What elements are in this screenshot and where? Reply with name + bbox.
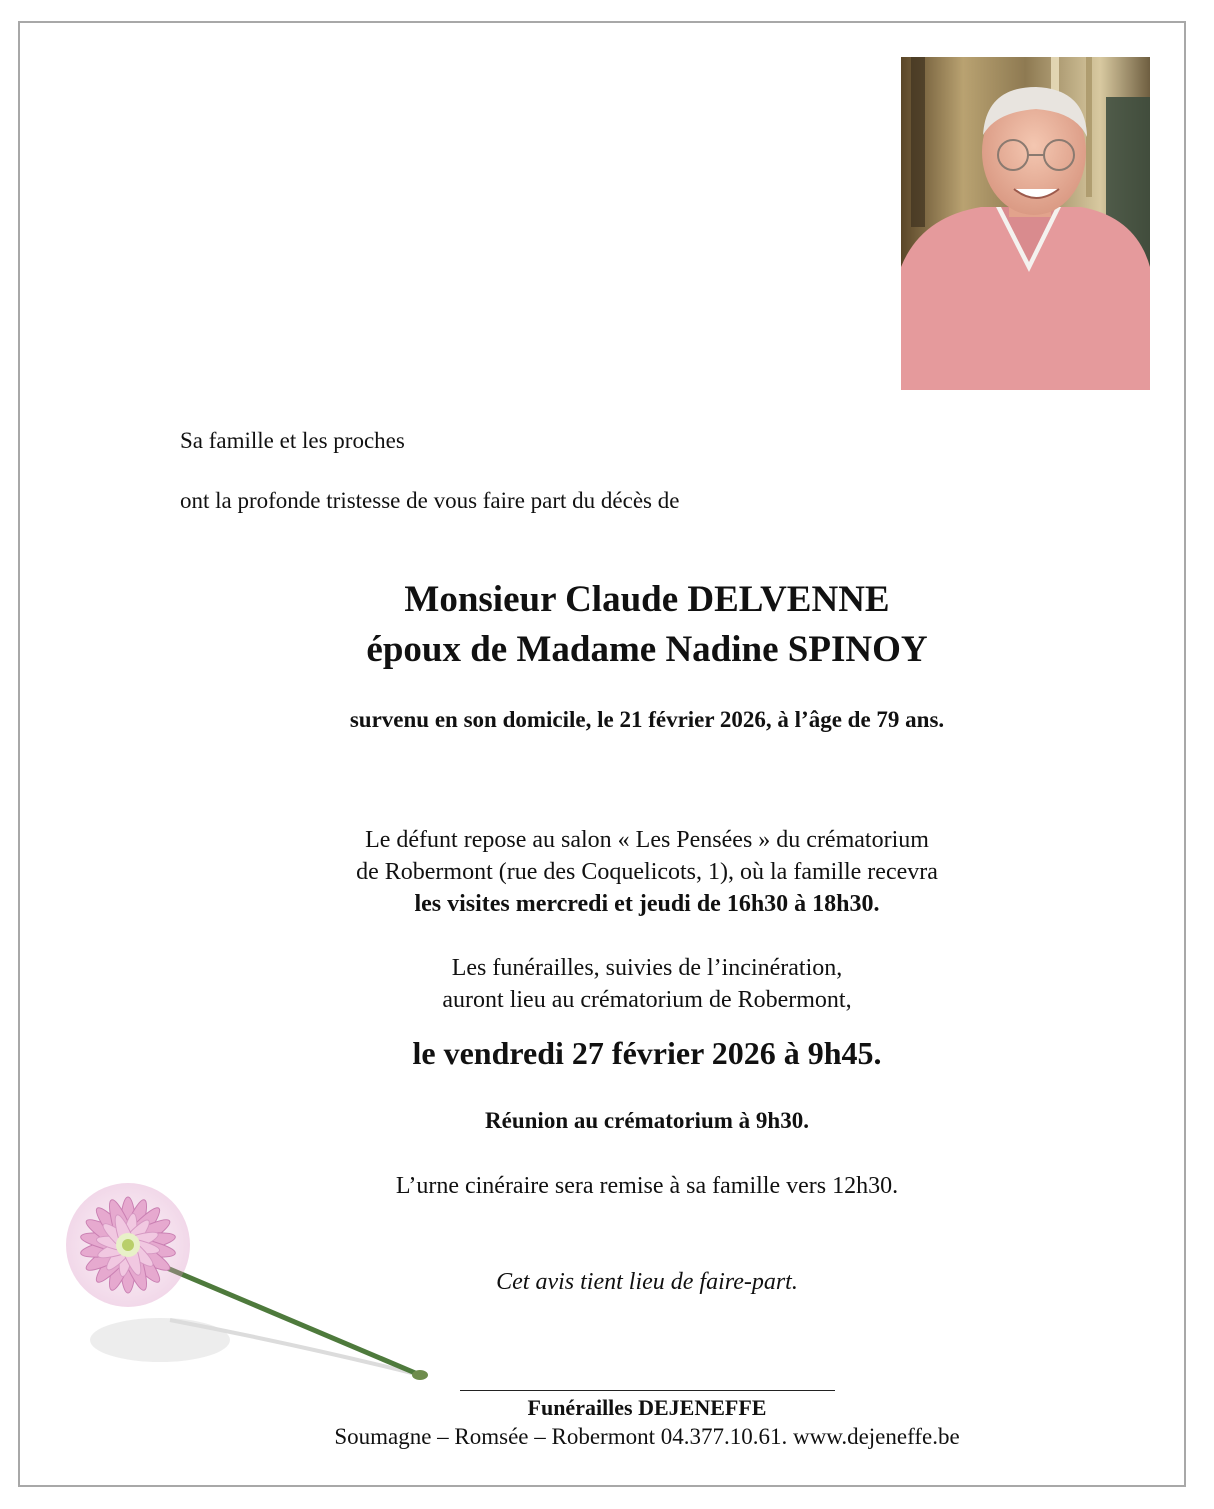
footer-divider — [460, 1390, 835, 1391]
visits-line-3: les visites mercredi et jeudi de 16h30 à 18h30. — [414, 891, 880, 917]
flower-illustration — [50, 1170, 440, 1410]
visits-line-2: de Robermont (rue des Coquelicots, 1), où la famille recevra — [356, 859, 938, 885]
funeral-date: le vendredi 27 février 2026 à 9h45. — [412, 1035, 882, 1071]
funeral-line-2: auront lieu au crématorium de Robermont, — [442, 987, 852, 1013]
intro-line-1: Sa famille et les proches — [180, 428, 405, 453]
portrait-photo — [901, 57, 1150, 390]
death-info: survenu en son domicile, le 21 février 2026, à l’âge de 79 ans. — [349, 707, 945, 732]
spouse-name: époux de Madame Nadine SPINOY — [366, 629, 928, 670]
funeral-company: Funérailles DEJENEFFE — [527, 1395, 767, 1420]
urn-info: L’urne cinéraire sera remise à sa famille vers 12h30. — [395, 1173, 899, 1199]
intro-line-2: ont la profonde tristesse de vous faire part du décès de — [180, 488, 680, 513]
visits-line-1: Le défunt repose au salon « Les Pensées » du crématorium — [365, 827, 929, 853]
meeting-info: Réunion au crématorium à 9h30. — [485, 1108, 809, 1133]
notice-text: Cet avis tient lieu de faire-part. — [496, 1269, 798, 1295]
company-contact: Soumagne – Romsée – Robermont 04.377.10.61. www.dejeneffe.be — [334, 1424, 960, 1449]
deceased-name: Monsieur Claude DELVENNE — [404, 579, 890, 620]
funeral-line-1: Les funérailles, suivies de l’incinération, — [451, 955, 843, 981]
